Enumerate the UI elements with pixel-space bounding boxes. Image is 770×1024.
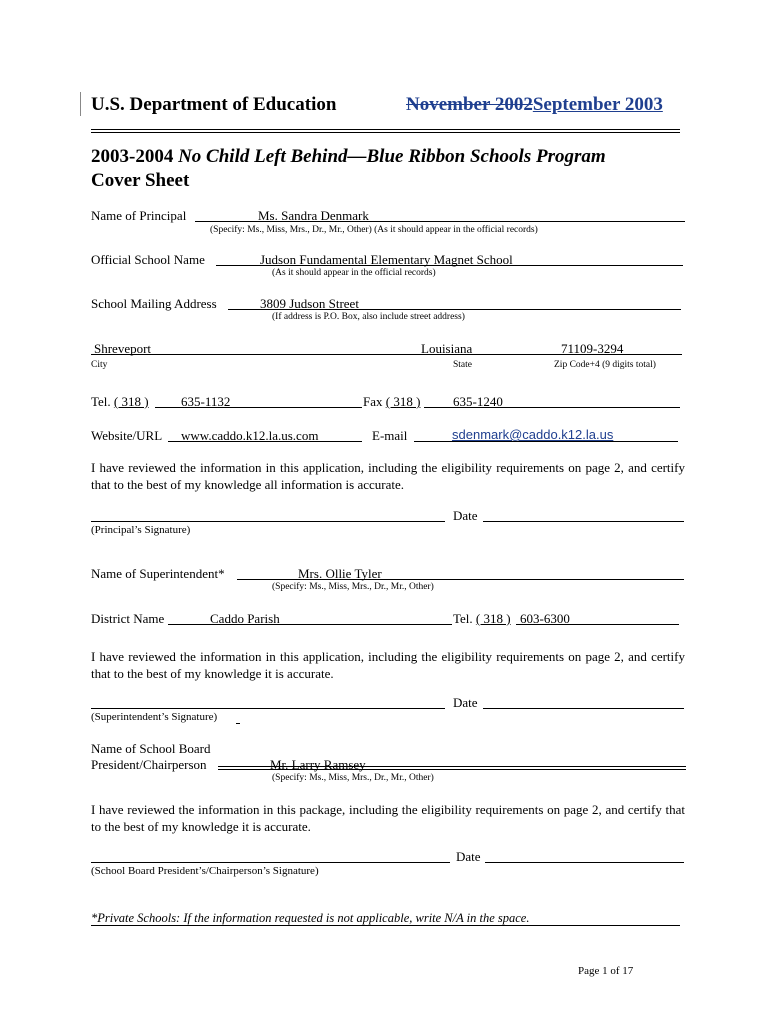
deleted-date: November 2002 <box>406 94 533 115</box>
superintendent-signature-label-mark <box>236 723 240 724</box>
page-title <box>91 146 606 168</box>
superintendent-date-label: Date <box>453 695 478 710</box>
school-name-hint: (As it should appear in the official records) <box>272 268 436 278</box>
header-rule <box>91 129 680 130</box>
district-tel-group <box>453 611 511 627</box>
board-signature-line[interactable] <box>91 862 450 863</box>
principal-date-label: Date <box>453 508 478 523</box>
board-hint: (Specify: Ms., Miss, Mrs., Dr., Mr., Other) <box>272 773 434 783</box>
footnote-underline <box>91 925 680 926</box>
department-name: U.S. Department of Education <box>91 94 337 115</box>
principal-signature-label: (Principal’s Signature) <box>91 524 191 536</box>
school-name-value[interactable]: Judson Fundamental Elementary Magnet School <box>260 252 513 267</box>
board-label-line2: President/Chairperson <box>91 757 207 772</box>
zip-label: Zip Code+4 (9 digits total) <box>554 360 656 370</box>
superintendent-signature-line[interactable] <box>91 708 445 709</box>
inserted-date: September 2003 <box>532 94 663 115</box>
district-tel-number[interactable]: 603-6300 <box>520 611 570 626</box>
state-label: State <box>453 360 472 370</box>
header-rule-2 <box>91 132 680 133</box>
district-tel-label: Tel. <box>453 611 476 626</box>
district-tel-area-code[interactable]: ( 318 ) <box>475 611 511 626</box>
address-hint: (If address is P.O. Box, also include street address) <box>272 312 465 322</box>
superintendent-label: Name of Superintendent* <box>91 566 225 581</box>
board-certification-text: I have reviewed the information in this package, including the eligibility requirements on page 2, and certify that to the best of my knowledge it is accurate. <box>91 802 685 834</box>
principal-hint: (Specify: Ms., Miss, Mrs., Dr., Mr., Other) (As it should appear in the official records) <box>210 225 538 235</box>
email-link[interactable]: sdenmark@caddo.k12.la.us <box>452 427 614 442</box>
district-value[interactable]: Caddo Parish <box>210 611 280 626</box>
superintendent-date-line[interactable] <box>483 708 684 709</box>
board-label-line1: Name of School Board <box>91 741 211 756</box>
page-number: Page 1 of 17 <box>578 965 634 977</box>
page-subtitle: Cover Sheet <box>91 170 190 191</box>
revision-date <box>406 94 663 116</box>
principal-signature-line[interactable] <box>91 521 445 522</box>
fax-number[interactable]: 635-1240 <box>453 394 503 409</box>
title-program: No Child Left Behind—Blue Ribbon Schools Program <box>178 146 606 167</box>
principal-value[interactable]: Ms. Sandra Denmark <box>258 208 369 223</box>
board-date-line[interactable] <box>485 862 684 863</box>
address-label: School Mailing Address <box>91 296 217 311</box>
city-label: City <box>91 360 108 370</box>
superintendent-hint: (Specify: Ms., Miss, Mrs., Dr., Mr., Other) <box>272 582 434 592</box>
title-year: 2003-2004 <box>91 146 179 167</box>
fax-label: Fax <box>363 394 386 409</box>
tel-label-group <box>91 394 149 410</box>
website-label: Website/URL <box>91 428 163 443</box>
district-label: District Name <box>91 611 165 626</box>
city-value[interactable]: Shreveport <box>94 341 152 356</box>
tel-number[interactable]: 635-1132 <box>181 394 231 409</box>
private-schools-footnote: *Private Schools: If the information requested is not applicable, write N/A in the space. <box>91 911 530 925</box>
revision-bar <box>80 92 81 116</box>
tel-label: Tel. <box>91 394 114 409</box>
state-value[interactable]: Louisiana <box>421 341 473 356</box>
school-name-label: Official School Name <box>91 252 205 267</box>
address-value[interactable]: 3809 Judson Street <box>260 296 359 311</box>
principal-label: Name of Principal <box>91 208 187 223</box>
website-value[interactable]: www.caddo.k12.la.us.com <box>181 428 319 443</box>
tel-area-code[interactable]: ( 318 ) <box>113 394 149 409</box>
superintendent-value[interactable]: Mrs. Ollie Tyler <box>298 566 382 581</box>
superintendent-certification-text: I have reviewed the information in this application, including the eligibility requirements on page 2, and certify that to the best of my knowledge it is accurate. <box>91 649 685 681</box>
principal-certification-text: I have reviewed the information in this application, including the eligibility requirements on page 2, and certify that to the best of my knowledge all information is accurate. <box>91 460 685 492</box>
superintendent-signature-label: (Superintendent’s Signature) <box>91 711 218 723</box>
fax-area-code[interactable]: ( 318 ) <box>385 394 421 409</box>
zip-value[interactable]: 71109-3294 <box>561 341 624 356</box>
fax-label-group <box>363 394 420 410</box>
board-date-label: Date <box>456 849 481 864</box>
board-value[interactable]: Mr. Larry Ramsey <box>270 757 366 772</box>
board-signature-label: (School Board President’s/Chairperson’s Signature) <box>91 865 319 877</box>
principal-date-line[interactable] <box>483 521 684 522</box>
email-label: E-mail <box>372 428 408 443</box>
